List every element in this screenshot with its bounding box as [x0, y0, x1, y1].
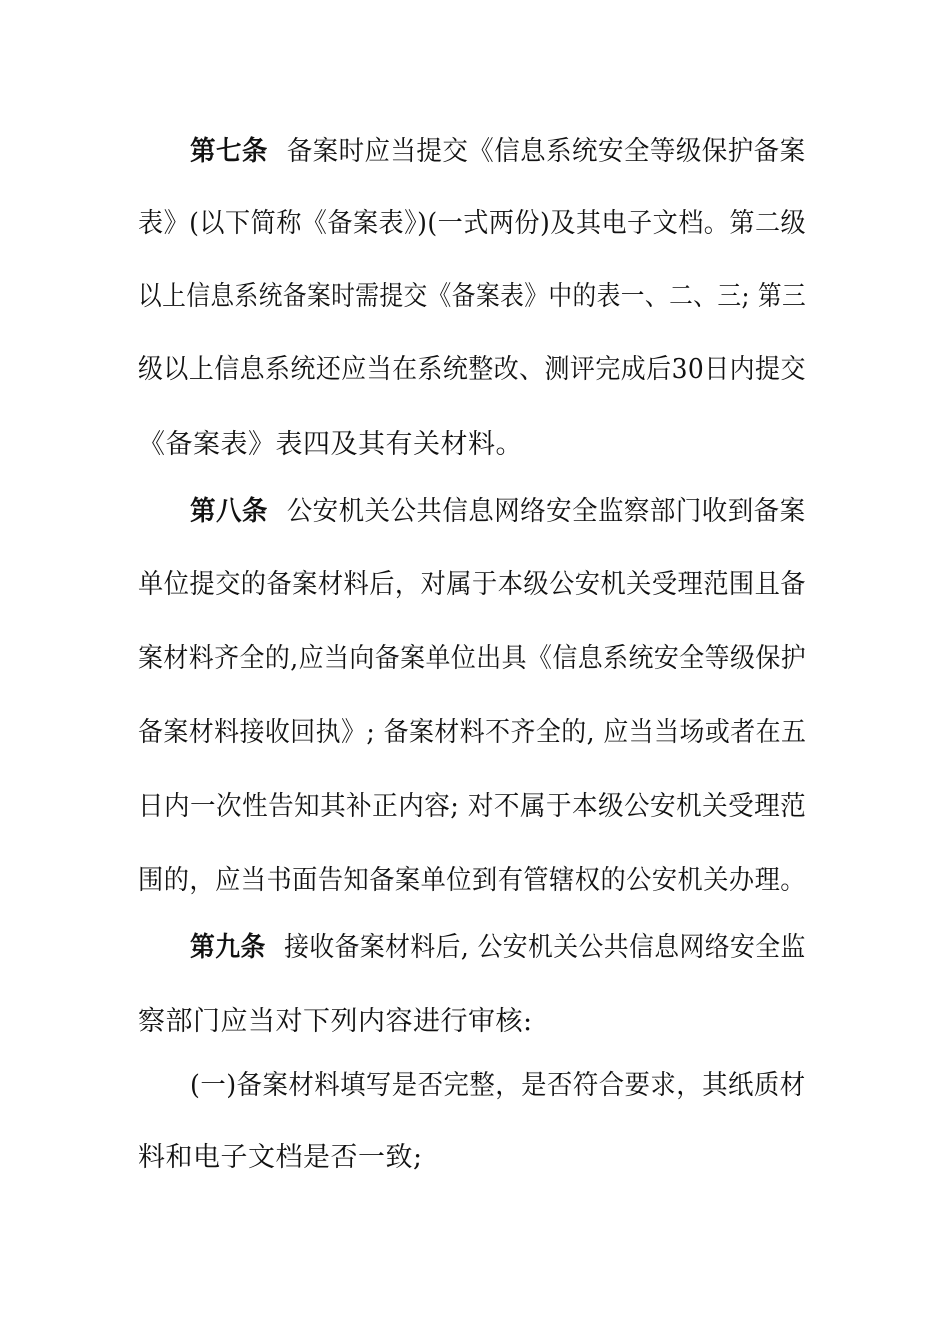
- article-7-line-5: [138, 425, 806, 465]
- article-8-line-6: [138, 861, 806, 901]
- item-1-line-2: [138, 1138, 806, 1178]
- article-8-line-2: [138, 565, 806, 605]
- article-7-line-2: [138, 204, 806, 244]
- article-8-text-4: 备案材料接收回执》; 备案材料不齐全的, 应当当场或者在五: [138, 717, 807, 748]
- article-7-text-4: 级以上信息系统还应当在系统整改、测评完成后30日内提交: [138, 354, 806, 385]
- article-9-text-2: 察部门应当对下列内容进行审核:: [138, 1006, 533, 1037]
- item-1-line-1: [190, 1066, 806, 1106]
- article-9-line-1: [190, 928, 806, 968]
- article-8-text-6: 围的，应当书面告知备案单位到有管辖权的公安机关办理。: [138, 865, 806, 896]
- article-7-line-4: [138, 350, 806, 390]
- article-7-text-3: 以上信息系统备案时需提交《备案表》中的表一、二、三; 第三: [138, 281, 807, 312]
- article-8-text-3: 案材料齐全的,应当向备案单位出具《信息系统安全等级保护: [138, 643, 807, 674]
- article-8-label: 第八条: [190, 496, 268, 527]
- article-8-text-1: 公安机关公共信息网络安全监察部门收到备案: [286, 496, 806, 527]
- article-7-line-1: [190, 132, 806, 172]
- article-9-line-2: [138, 1002, 806, 1042]
- article-8-line-5: [138, 787, 806, 827]
- article-8-line-4: [138, 713, 806, 753]
- article-9-label: 第九条: [190, 932, 266, 963]
- article-8-text-2: 单位提交的备案材料后，对属于本级公安机关受理范围且备: [138, 569, 806, 600]
- item-1-text-1: (一)备案材料填写是否完整，是否符合要求，其纸质材: [190, 1070, 806, 1101]
- item-1-text-2: 料和电子文档是否一致;: [138, 1142, 423, 1173]
- article-7-line-3: [138, 277, 806, 317]
- article-8-line-1: [190, 492, 806, 532]
- article-8-line-3: [138, 639, 806, 679]
- article-7-text-2: 表》(以下简称《备案表》)(一式两份)及其电子文档。第二级: [138, 208, 807, 239]
- article-9-text-1: 接收备案材料后, 公安机关公共信息网络安全监: [284, 932, 806, 963]
- article-7-text-1: 备案时应当提交《信息系统安全等级保护备案: [286, 136, 806, 167]
- article-7-text-5: 《备案表》表四及其有关材料。: [138, 429, 523, 460]
- article-8-text-5: 日内一次性告知其补正内容; 对不属于本级公安机关受理范: [138, 791, 807, 822]
- article-7-label: 第七条: [190, 136, 268, 167]
